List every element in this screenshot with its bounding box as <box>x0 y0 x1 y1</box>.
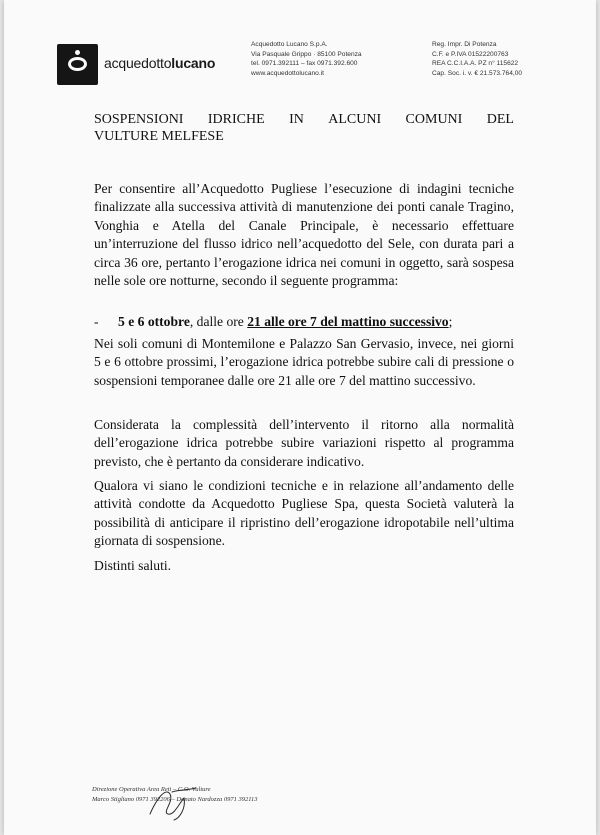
schedule-hours: 21 alle ore 7 del mattino successivo <box>247 314 449 329</box>
montemilone-paragraph: Nei soli comuni di Montemilone e Palazzo San Gervasio, invece, nei giorni 5 e 6 ottobre prossimi, l’erogazione idrica potrebbe subire cali di pressione o sospensioni temporanee dalle ore 21 alle ore 7 del mattino successivo. <box>94 336 514 388</box>
schedule-dates: 5 e 6 ottobre <box>118 314 190 329</box>
company-registration <box>432 40 522 78</box>
address-line: Acquedotto Lucano S.p.A. <box>251 41 328 48</box>
title-line-1: SOSPENSIONI IDRICHE IN ALCUNI COMUNI DEL <box>94 112 514 127</box>
complexity-paragraph: Considerata la complessità dell’intervento il ritorno alla normalità dell’erogazione idrica potrebbe subire variazioni rispetto al programma previsto, che è pertanto da considerare indicativo. <box>94 417 514 469</box>
acquedotto-lucano-logo-icon <box>57 44 98 85</box>
registration-line: REA C.C.I.A.A. PZ n° 115622 <box>432 60 519 68</box>
intro-paragraph: Per consentire all’Acquedotto Pugliese l’esecuzione di indagini tecniche finalizzate alla successiva attività di manutenzione dei ponti canale Tragino, Vonghia e Atella del Canale Principale, è necessario effettuare un’interruzione del flusso idrico nell’acquedotto del Sele, con durata pari a circa 36 ore, pertanto l’erogazione idrica nei comuni in oggetto, sarà sospesa nelle sole ore notturne, secondo il seguente programma: <box>94 181 514 289</box>
title-line-2: VULTURE MELFESE <box>94 129 224 144</box>
company-logo-text: acquedottolucano <box>104 55 216 71</box>
restoration-paragraph: Qualora vi siano le condizioni tecniche e in relazione all’andamento delle attività condotte da Acquedotto Pugliese Spa, questa Società valuterà la possibilità di anticipare il ripristino dell’erogazione idropotabile nell’ultima giornata di sospensione. <box>94 478 514 549</box>
document-title <box>94 111 514 145</box>
footer-line: Marco Stigliano 0971 392206 – Donato Nardozza 0971 392113 <box>92 796 258 803</box>
registration-line: C.F. e P.IVA 01522200763 <box>432 50 509 58</box>
address-line: tel. 0971.392111 – fax 0971.392.600 <box>251 60 358 68</box>
closing-salutation: Distinti saluti. <box>94 558 172 573</box>
handwritten-signature <box>144 784 204 824</box>
letterhead <box>4 0 596 100</box>
registration-line: Cap. Soc. i. v. € 21.573.764,00 <box>432 69 523 77</box>
company-address <box>251 40 362 78</box>
footer-line: Direzione Operativa Area Reti – C.O. Vulture <box>92 786 211 793</box>
address-line: www.acquedottolucano.it <box>251 69 324 77</box>
address-line: Via Pasquale Grippo · 85100 Potenza <box>251 50 362 58</box>
letter-page <box>4 0 596 835</box>
registration-line: Reg. Impr. Di Potenza <box>432 41 497 48</box>
schedule-bullet: - 5 e 6 ottobre, dalle ore 21 alle ore 7 del mattino successivo; <box>94 314 453 329</box>
